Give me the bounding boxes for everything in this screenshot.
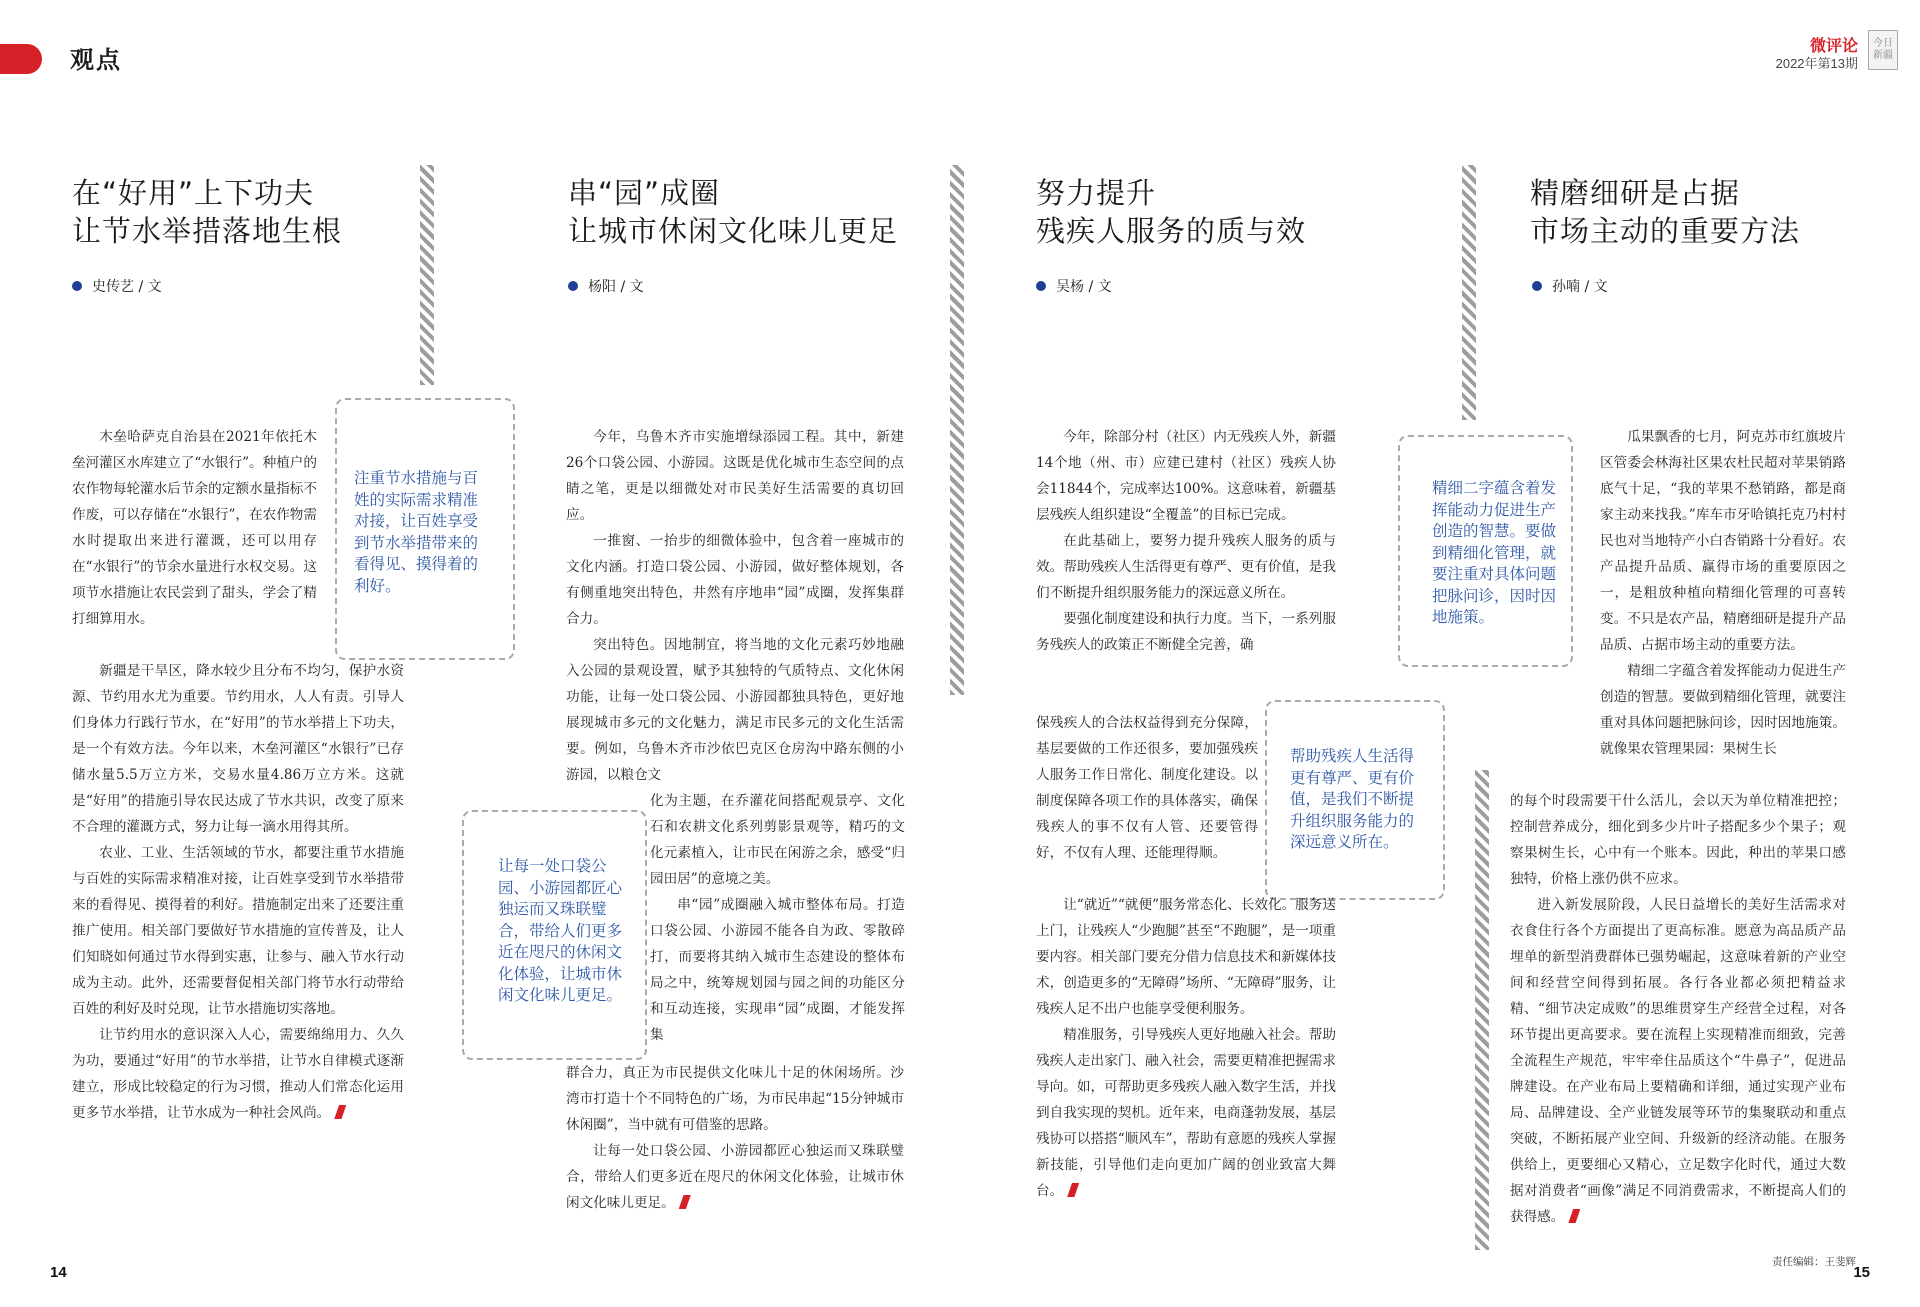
article-author: 杨阳 / 文	[568, 276, 644, 296]
body-paragraph: 串“园”成圈融入城市整体布局。打造口袋公园、小游园不能各自为政、零散碎打，而要将其纳入城市生态建设的整体布局之中，统筹规划园与园之间的功能区分和互动连接，实现串“园”成圈，才能发挥集	[650, 897, 905, 1043]
body-paragraph: 突出特色。因地制宜，将当地的文化元素巧妙地融入公园的景观设置，赋予其独特的气质特点、文化休闲功能，让每一处口袋公园、小游园都独具特色，更好地展现城市多元的文化魅力，满足市民多元的文化生活需要。例如，乌鲁木齐市沙依巴克区仓房沟中路东侧的小游园，以粮仓文	[566, 637, 904, 783]
article-title: 努力提升 残疾人服务的质与效	[1036, 176, 1307, 248]
article-body-1b	[72, 658, 404, 1256]
article-title: 串“园”成圈 让城市休闲文化味儿更足	[568, 176, 899, 248]
responsible-editor: 责任编辑：王斐辉	[1772, 1256, 1856, 1268]
body-paragraph: 瓜果飘香的七月，阿克苏市红旗坡片区管委会林海社区果农杜民超对苹果销路底气十足，“我的苹果不愁销路，都是商家主动来找我。”库车市牙哈镇托克乃村村民也对当地特产小白杏销路十分看好。农产品提升品质、赢得市场的重要原因之一，是粗放种植向精细化管理的可喜转变。不只是农产品，精磨细研是提升产品品质、占据市场主动的重要方法。	[1600, 429, 1846, 653]
bullet-dot	[568, 281, 578, 291]
body-paragraph: 今年，乌鲁木齐市实施增绿添园工程。其中，新建26个口袋公园、小游园。这既是优化城市生态空间的点睛之笔，更是以细微处对市民美好生活需要的真切回应。	[566, 429, 904, 523]
article-1	[72, 174, 422, 250]
article-3	[1036, 174, 1396, 250]
body-paragraph: 新疆是干旱区，降水较少且分布不均匀，保护水资源、节约用水尤为重要。节约用水，人人有责。引导人们身体力行践行节水，在“好用”的节水举措上下功夫，是一个有效方法。今年以来，木垒河灌区“水银行”已存储水量5.5万立方米，交易水量4.86万立方米。这就是“好用”的措施引导农民达成了节水共识，改变了原来不合理的灌溉方式，努力让每一滴水用得其所。	[72, 663, 404, 835]
article-body-3b	[1036, 710, 1258, 892]
bullet-dot	[1532, 281, 1542, 291]
body-paragraph: 让节约用水的意识深入人心，需要绵绵用力、久久为功，要通过“好用”的节水举措，让节水自律模式逐渐建立，形成比较稳定的行为习惯，推动人们常态化运用更多节水举措，让节水成为一种社会风尚。	[72, 1027, 404, 1121]
page-number-left: 14	[50, 1264, 67, 1281]
magazine-logo: 今日新疆	[1868, 30, 1898, 70]
article-body-2a	[566, 424, 904, 788]
body-paragraph: 的每个时段需要干什么活儿，会以天为单位精准把控；控制营养成分，细化到多少片叶子搭配多少个果子；观察果树生长，心中有一个账本。因此，种出的苹果口感独特，价格上涨仍供不应求。	[1510, 793, 1846, 887]
article-2	[568, 174, 928, 250]
bullet-dot	[72, 281, 82, 291]
end-mark	[679, 1195, 691, 1209]
section-marker	[0, 44, 42, 74]
magazine-brand	[1776, 38, 1858, 72]
body-paragraph: 保残疾人的合法权益得到充分保障，基层要做的工作还很多，要加强残疾人服务工作日常化、制度化建设。以制度保障各项工作的具体落实，确保残疾人的事不仅有人管、还要管得好，不仅有人理、还能理得顺。	[1036, 715, 1258, 861]
article-4	[1530, 174, 1890, 250]
body-paragraph: 在此基础上，要努力提升残疾人服务的质与效。帮助残疾人生活得更有尊严、更有价值，是我们不断提升组织服务能力的深远意义所在。	[1036, 533, 1336, 601]
pull-quote-3: 帮助残疾人生活得更有尊严、更有价值，是我们不断提升组织服务能力的深远意义所在。	[1290, 747, 1415, 851]
article-author: 史传艺 / 文	[72, 276, 162, 296]
article-author: 孙喃 / 文	[1532, 276, 1608, 296]
body-paragraph: 精准服务，引导残疾人更好地融入社会。帮助残疾人走出家门、融入社会，需要更精准把握需求导向。如，可帮助更多残疾人融入数字生活，并找到自我实现的契机。近年来，电商蓬勃发展，基层残协可以搭搭“顺风车”，帮助有意愿的残疾人掌握新技能，引导他们走向更加广阔的创业致富大舞台。	[1036, 1027, 1336, 1199]
body-paragraph: 要强化制度建设和执行力度。当下，一系列服务残疾人的政策正不断健全完善，确	[1036, 611, 1336, 653]
end-mark	[1067, 1183, 1079, 1197]
issue-number: 2022年第13期	[1775, 56, 1858, 71]
end-mark	[1568, 1209, 1580, 1223]
page-number-right: 15	[1853, 1264, 1870, 1281]
pull-quote-2: 让每一处口袋公园、小游园都匠心独运而又珠联璧合，带给人们更多近在咫尺的休闲文化体验，让城市休闲文化味儿更足。	[498, 857, 623, 1004]
body-paragraph: 今年，除部分村（社区）内无残疾人外，新疆14个地（州、市）应建已建村（社区）残疾人协会11844个，完成率达100%。这意味着，新疆基层残疾人组织建设“全覆盖”的目标已完成。	[1036, 429, 1336, 523]
hatch-divider-3	[1462, 165, 1476, 420]
brand-name: 微评论	[1809, 38, 1858, 55]
bullet-dot	[1036, 281, 1046, 291]
article-body-1a	[72, 424, 317, 658]
article-body-4b	[1510, 788, 1846, 1256]
article-title: 精磨细研是占据 市场主动的重要方法	[1530, 176, 1801, 248]
body-paragraph: 群合力，真正为市民提供文化味儿十足的休闲场所。沙湾市打造十个不同特色的广场，为市民串起“15分钟城市休闲圈”，当中就有可借鉴的思路。	[566, 1065, 904, 1133]
body-paragraph: 一推窗、一抬步的细微体验中，包含着一座城市的文化内涵。打造口袋公园、小游园，做好整体规划，各有侧重地突出特色，井然有序地串“园”成圈，发挥集群合力。	[566, 533, 904, 627]
body-paragraph: 农业、工业、生活领域的节水，都要注重节水措施与百姓的实际需求精准对接，让百姓享受到节水举措带来的看得见、摸得着的利好。措施制定出来了还要注重推广使用。相关部门要做好节水措施的宣传普及，让人们知晓如何通过节水得到实惠，让参与、融入节水行动成为主动。此外，还需要督促相关部门将节水行动带给百姓的利好及时兑现，让节水措施切实落地。	[72, 845, 404, 1017]
article-author: 吴杨 / 文	[1036, 276, 1112, 296]
pull-quote-1: 注重节水措施与百姓的实际需求精准对接，让百姓享受到节水举措带来的看得见、摸得着的利好。	[354, 469, 479, 595]
body-paragraph: 让“就近”“就便”服务常态化、长效化。服务送上门，让残疾人“少跑腿”甚至“不跑腿”，是一项重要内容。相关部门要充分借力信息技术和新媒体技术，创造更多的“无障碍”场所、“无障碍”服务，让残疾人足不出户也能享受便利服务。	[1036, 897, 1336, 1017]
end-mark	[334, 1105, 346, 1119]
pull-quote-4: 精细二字蕴含着发挥能动力促进生产创造的智慧。要做到精细化管理，就要注重对具体问题把脉问诊，因时因地施策。	[1432, 479, 1557, 626]
body-paragraph: 进入新发展阶段，人民日益增长的美好生活需求对衣食住行各个方面提出了更高标准。愿意为高品质产品埋单的新型消费群体已强势崛起，这意味着新的产业空间和经营空间得到拓展。各行各业都必须把精益求精、“细节决定成败”的思维贯穿生产经营全过程，对各环节提出更高要求。要在流程上实现精准而细致，完善全流程生产规范，牢牢牵住品质这个“牛鼻子”，促进品牌建设。在产业布局上要精确和详细，通过实现产业布局、品牌建设、全产业链发展等环节的集聚联动和重点突破，不断拓展产业空间、升级新的经济动能。在服务供给上，更要细心又精心，立足数字化时代，通过大数据对消费者“画像”满足不同消费需求，不断提高人们的获得感。	[1510, 897, 1846, 1225]
article-title: 在“好用”上下功夫 让节水举措落地生根	[72, 176, 343, 248]
section-title: 观点	[70, 46, 122, 74]
article-body-3c	[1036, 892, 1336, 1256]
hatch-divider-4	[1475, 770, 1489, 1250]
article-body-3a	[1036, 424, 1336, 710]
body-paragraph: 让每一处口袋公园、小游园都匠心独运而又珠联璧合，带给人们更多近在咫尺的休闲文化体验，让城市休闲文化味儿更足。	[566, 1143, 904, 1211]
body-paragraph: 化为主题，在乔灌花间搭配观景亭、文化石和农耕文化系列剪影景观等，精巧的文化元素植入，让市民在闲游之余，感受“归园田居”的意境之美。	[650, 793, 905, 887]
article-body-2c	[566, 1060, 904, 1256]
hatch-divider-2	[950, 165, 964, 695]
body-paragraph: 木垒哈萨克自治县在2021年依托木垒河灌区水库建立了“水银行”。种植户的农作物每轮灌水后节余的定额水量指标不作废，可以存储在“水银行”，在农作物需水时提取出来进行灌溉，还可以用存在“水银行”的节余水量进行水权交易。这项节水措施让农民尝到了甜头，学会了精打细算用水。	[72, 429, 317, 627]
hatch-divider-1	[420, 165, 434, 385]
article-body-4a	[1600, 424, 1846, 788]
body-paragraph: 精细二字蕴含着发挥能动力促进生产创造的智慧。要做到精细化管理，就要注重对具体问题把脉问诊，因时因地施策。就像果农管理果园：果树生长	[1600, 663, 1846, 757]
